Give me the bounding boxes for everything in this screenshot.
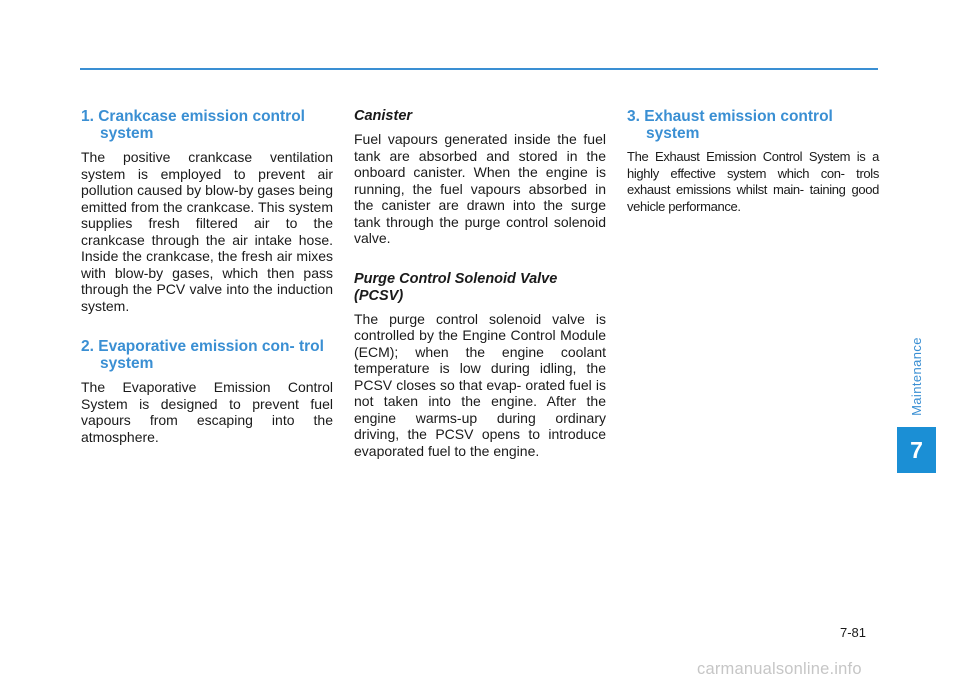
column-2 <box>354 108 606 483</box>
section-title-crankcase: 1. Crankcase emission control system <box>81 108 305 142</box>
page-number: 7-81 <box>840 625 867 640</box>
subsection-title-pcsv: Purge Control Solenoid Valve (PCSV) <box>354 270 558 304</box>
chapter-number-badge: 7 <box>897 427 936 473</box>
chapter-side-tab <box>897 330 936 423</box>
section-body-exhaust: The Exhaust Emission Control System is a highly effective system which con- trols exhaust emissions whilst main- taining good vehicle performance. <box>627 149 879 214</box>
section-body-crankcase: The positive crankcase ventilation system is employed to prevent air pollution caused by blow-by gases being emitted from the crankcase. This system supplies fresh filtered air to the crankcase through the air intake hose. Inside the crankcase, the fresh air mixes with blow-by gases, which then pass through the PCV valve into the induction system. <box>81 149 333 314</box>
section-title-exhaust: 3. Exhaust emission control system <box>627 108 833 142</box>
column-3 <box>627 108 879 239</box>
subsection-body-canister: Fuel vapours generated inside the fuel tank are absorbed and stored in the onboard canister. When the engine is running, the fuel vapours absorbed in the canister are drawn into the surge tank through the purge control solenoid valve. <box>354 131 606 246</box>
section-body-evaporative: The Evaporative Emission Control System is designed to prevent fuel vapours from escaping into the atmosphere. <box>81 379 333 445</box>
chapter-label: Maintenance <box>909 337 924 416</box>
subsection-title-canister: Canister <box>354 108 413 124</box>
watermark-text: carmanualsonline.info <box>697 660 862 678</box>
header-rule <box>80 68 878 70</box>
subsection-body-pcsv: The purge control solenoid valve is controlled by the Engine Control Module (ECM); when the engine coolant temperature is low during idling, the PCSV closes so that evap- orated fuel is not taken into the engine. After the engine warms-up during ordinary driving, the PCSV opens to introduce evaporated fuel to the engine. <box>354 310 606 459</box>
column-1 <box>81 108 333 469</box>
section-title-evaporative: 2. Evaporative emission con- trol system <box>81 338 324 372</box>
